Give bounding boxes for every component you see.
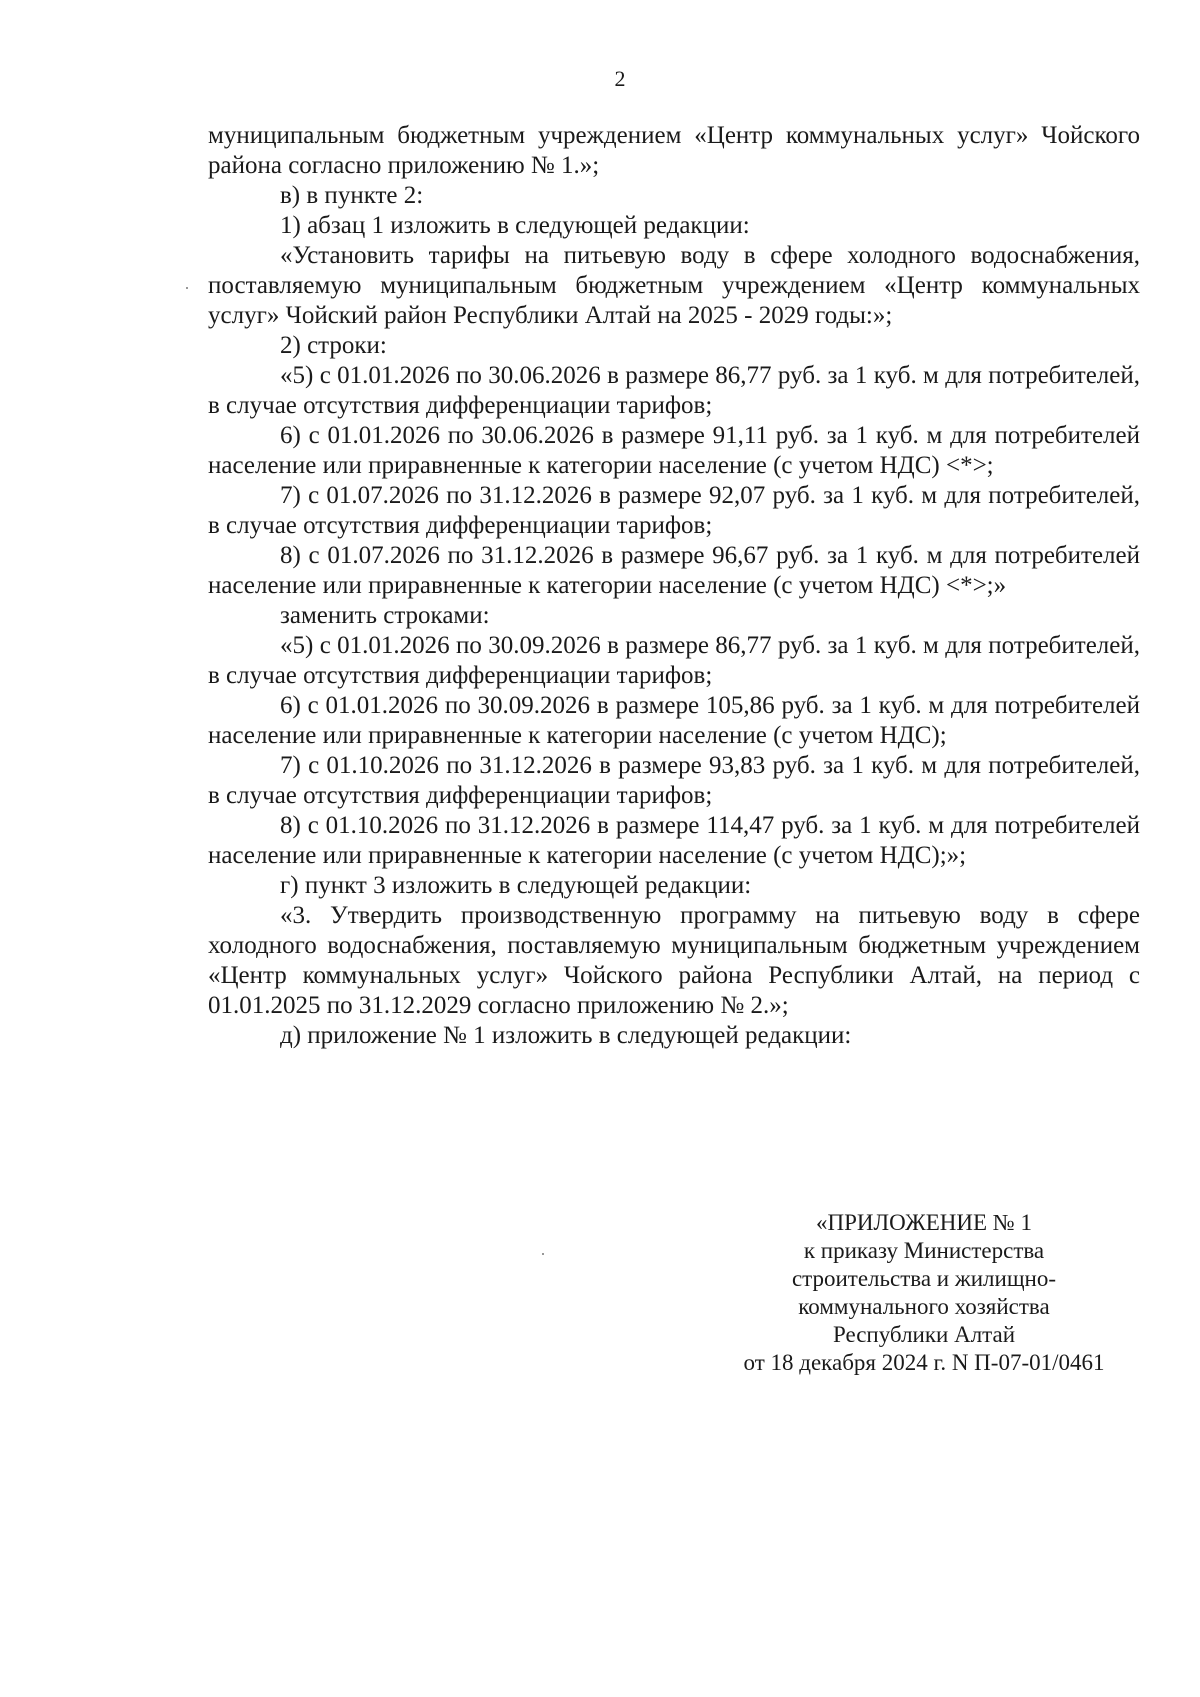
appendix-line: строительства и жилищно- [791,1266,1057,1291]
paragraph: «3. Утвердить производственную программу на питьевую воду в сфере холодного водоснабжения, поставляемую муниципальным бюджетным учреждением «Центр коммунальных услуг» Чойского района Республики Алтай, на период с 01.01.2025 по 31.12.2029 согласно приложению № 2.»; [208,902,1140,1019]
paragraph: 1) абзац 1 изложить в следующей редакции: [280,212,750,239]
paragraph: «Установить тарифы на питьевую воду в сфере холодного водоснабжения, поставляемую муниципальным бюджетным учреждением «Центр коммунальных услуг» Чойский район Республики Алтай на 2025 - 2029 годы:»; [208,242,1140,329]
paragraph: г) пункт 3 изложить в следующей редакции: [280,872,752,899]
paragraph: 6) с 01.01.2026 по 30.09.2026 в размере 105,86 руб. за 1 куб. м для потребителей население или приравненные к категории население (с учетом НДС); [208,692,1140,749]
scan-speck [542,1253,544,1255]
paragraph: муниципальным бюджетным учреждением «Центр коммунальных услуг» Чойского района согласно приложению № 1.»; [208,122,1140,179]
appendix-line: Республики Алтай [832,1322,1016,1347]
paragraph: 6) с 01.01.2026 по 30.06.2026 в размере 91,11 руб. за 1 куб. м для потребителей население или приравненные к категории население (с учетом НДС) <*>; [208,422,1140,479]
appendix-header [732,1209,1116,1377]
appendix-line: коммунального хозяйства [798,1294,1050,1319]
paragraph: заменить строками: [280,602,490,629]
paragraph: 8) с 01.10.2026 по 31.12.2026 в размере 114,47 руб. за 1 куб. м для потребителей население или приравненные к категории население (с учетом НДС);»; [208,812,1140,869]
document-body [208,121,1140,1051]
paragraph: «5) с 01.01.2026 по 30.09.2026 в размере 86,77 руб. за 1 куб. м для потребителей, в случае отсутствия дифференциации тарифов; [208,632,1140,689]
paragraph: 2) строки: [280,332,387,359]
appendix-date: от 18 декабря 2024 г. N П-07-01/0461 [743,1350,1105,1375]
paragraph: в) в пункте 2: [280,182,424,209]
appendix-title: «ПРИЛОЖЕНИЕ № 1 [815,1210,1033,1235]
paragraph: д) приложение № 1 изложить в следующей редакции: [280,1022,852,1049]
appendix-line: к приказу Министерства [803,1238,1045,1263]
paragraph: 7) с 01.07.2026 по 31.12.2026 в размере 92,07 руб. за 1 куб. м для потребителей, в случае отсутствия дифференциации тарифов; [208,482,1140,539]
paragraph: 7) с 01.10.2026 по 31.12.2026 в размере 93,83 руб. за 1 куб. м для потребителей, в случае отсутствия дифференциации тарифов; [208,752,1140,809]
page-number: 2 [614,66,626,91]
scan-speck [186,287,188,289]
paragraph: «5) с 01.01.2026 по 30.06.2026 в размере 86,77 руб. за 1 куб. м для потребителей, в случае отсутствия дифференциации тарифов; [208,362,1140,419]
paragraph: 8) с 01.07.2026 по 31.12.2026 в размере 96,67 руб. за 1 куб. м для потребителей население или приравненные к категории население (с учетом НДС) <*>;» [208,542,1140,599]
